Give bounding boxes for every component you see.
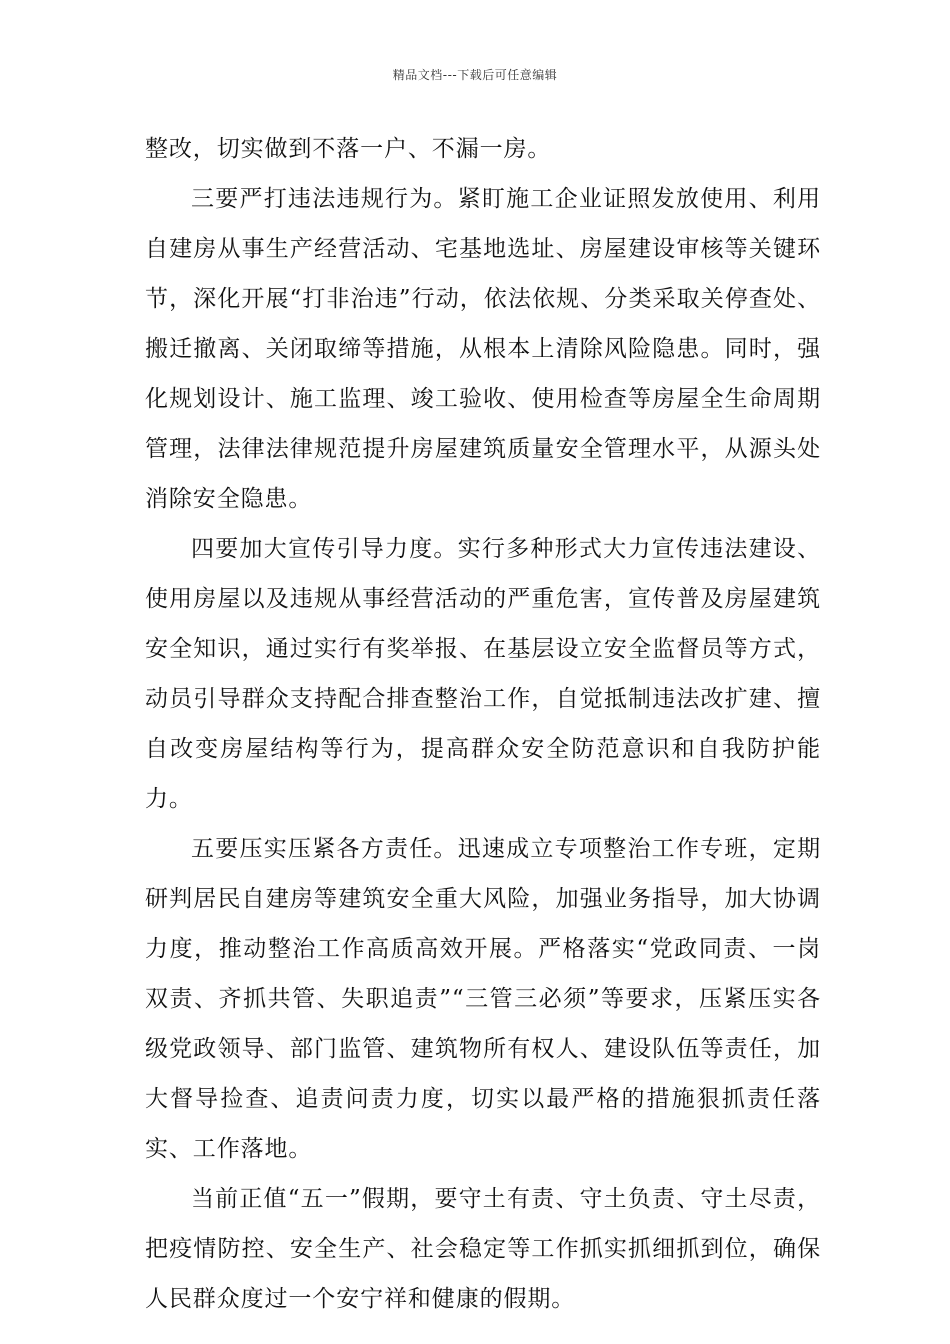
paragraph-holiday: 当前正值“五一”假期，要守土有责、守土负责、守土尽责，把疫情防控、安全生产、社会稳定等工作抓实抓细抓到位，确保人民群众度过一个安宁祥和健康的假期。	[145, 1186, 821, 1312]
paragraph-crackdown: 三要严打违法违规行为。紧盯施工企业证照发放使用、利用自建房从事生产经营活动、宅基地选址、房屋建设审核等关键环节，深化开展“打非治违”行动，依法依规、分类采取关停查处、搬迁撤离、关闭取缔等措施，从根本上清除风险隐患。同时，强化规划设计、施工监理、竣工验收、使用检查等房屋全生命周期管理，法律法律规范提升房屋建筑质量安全管理水平，从源头处消除安全隐患。	[145, 186, 821, 512]
paragraph-publicity: 四要加大宣传引导力度。实行多种形式大力宣传违法建设、使用房屋以及违规从事经营活动的严重危害，宣传普及房屋建筑安全知识，通过实行有奖举报、在基层设立安全监督员等方式，动员引导群众支持配合排查整治工作，自觉抵制违法改扩建、擅自改变房屋结构等行为，提高群众安全防范意识和自我防护能力。	[145, 536, 821, 812]
paragraph-continuation: 整改，切实做到不落一户、不漏一房。	[145, 136, 552, 162]
document-body	[145, 124, 821, 1324]
page-header: 精品文档---下载后可任意编辑	[392, 68, 558, 82]
paragraph-responsibility: 五要压实压紧各方责任。迅速成立专项整治工作专班，定期研判居民自建房等建筑安全重大风险，加强业务指导，加大协调力度，推动整治工作高质高效开展。严格落实“党政同责、一岗双责、齐抓共管、失职追责”“三管三必须”等要求，压紧压实各级党政领导、部门监管、建筑物所有权人、建设队伍等责任，加大督导捡查、追责问责力度，切实以最严格的措施狠抓责任落实、工作落地。	[145, 836, 821, 1162]
